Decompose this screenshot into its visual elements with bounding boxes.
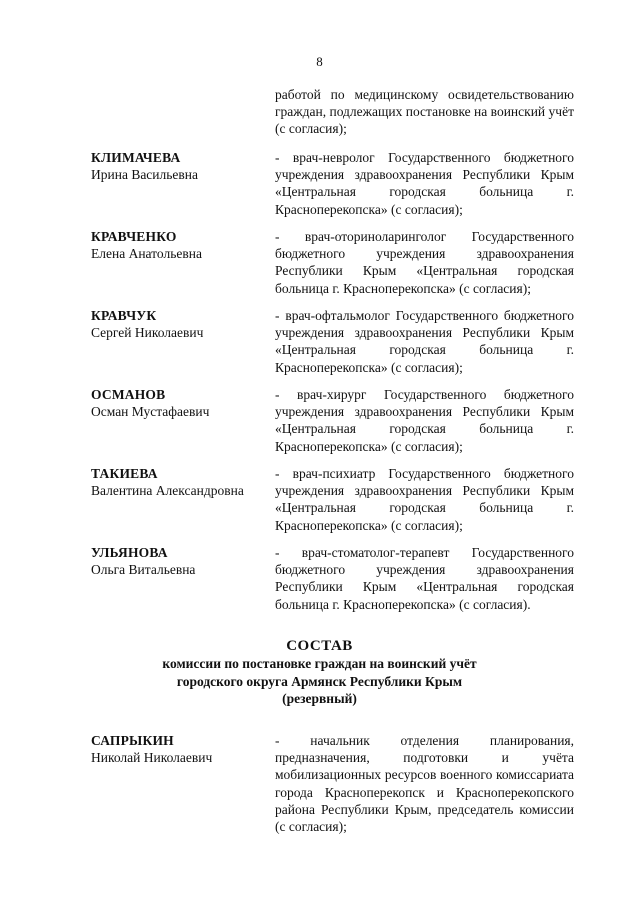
section-heading	[0, 637, 639, 708]
member-surname: ТАКИЕВА	[91, 466, 158, 481]
member-role: - врач-стоматолог-терапевт Государственного бюджетного учреждения здравоохранения Республики Крым «Центральная городская больница г. Красноперекопска» (с согласия).	[275, 545, 574, 612]
section-title: СОСТАВ	[286, 638, 353, 654]
page-number: 8	[316, 54, 323, 69]
member-name-kravchenko	[91, 228, 271, 262]
continuation-text: работой по медицинскому освидетельствованию граждан, подлежащих постановке на воинский учёт (с согласия);	[275, 87, 574, 137]
member-name-osmanov	[91, 386, 271, 420]
member-given-name: Сергей Николаевич	[91, 325, 204, 341]
member-name-klimacheva	[91, 149, 271, 183]
member-surname: САПРЫКИН	[91, 733, 174, 748]
member-role: - врач-невролог Государственного бюджетного учреждения здравоохранения Республики Крым «Центральная городская больница г. Красноперекопска» (с согласия);	[275, 150, 574, 217]
member-name-ulyanova	[91, 544, 271, 578]
member-surname: КЛИМАЧЕВА	[91, 150, 181, 165]
member-name-kravchuk	[91, 307, 271, 341]
member-given-name: Валентина Александровна	[91, 483, 244, 499]
member-surname: КРАВЧЕНКО	[91, 229, 177, 244]
member-surname: УЛЬЯНОВА	[91, 545, 168, 560]
member-given-name: Елена Анатольевна	[91, 246, 202, 262]
member-given-name: Осман Мустафаевич	[91, 404, 210, 420]
member-given-name: Ирина Васильевна	[91, 167, 199, 183]
section-subtitle-line: комиссии по постановке граждан на воинский учёт	[162, 656, 477, 671]
member-name-takieva	[91, 465, 271, 499]
section-subtitle-line: (резервный)	[282, 691, 357, 706]
member-role: - врач-офтальмолог Государственного бюджетного учреждения здравоохранения Республики Крым «Центральная городская больница г. Красноперекопска» (с согласия);	[275, 308, 574, 375]
member-given-name: Николай Николаевич	[91, 750, 213, 766]
member-role: - врач-психиатр Государственного бюджетного учреждения здравоохранения Республики Крым «Центральная городская больница г. Красноперекопска» (с согласия);	[275, 466, 574, 533]
member-role: - начальник отделения планирования, предназначения, подготовки и учёта мобилизационных ресурсов военного комиссариата города Красноперекопск и Красноперекопского района Республики Крым, председатель комиссии (с согласия);	[275, 733, 574, 835]
member-surname: КРАВЧУК	[91, 308, 157, 323]
member-name-saprykin	[91, 732, 271, 766]
member-role: - врач-хирург Государственного бюджетного учреждения здравоохранения Республики Крым «Центральная городская больница г. Красноперекопска» (с согласия);	[275, 387, 574, 454]
member-surname: ОСМАНОВ	[91, 387, 166, 402]
member-given-name: Ольга Витальевна	[91, 562, 196, 578]
member-role: - врач-оториноларинголог Государственного бюджетного учреждения здравоохранения Республики Крым «Центральная городская больница г. Красноперекопска» (с согласия);	[275, 229, 574, 296]
section-subtitle-line: городского округа Армянск Республики Крым	[176, 673, 463, 689]
